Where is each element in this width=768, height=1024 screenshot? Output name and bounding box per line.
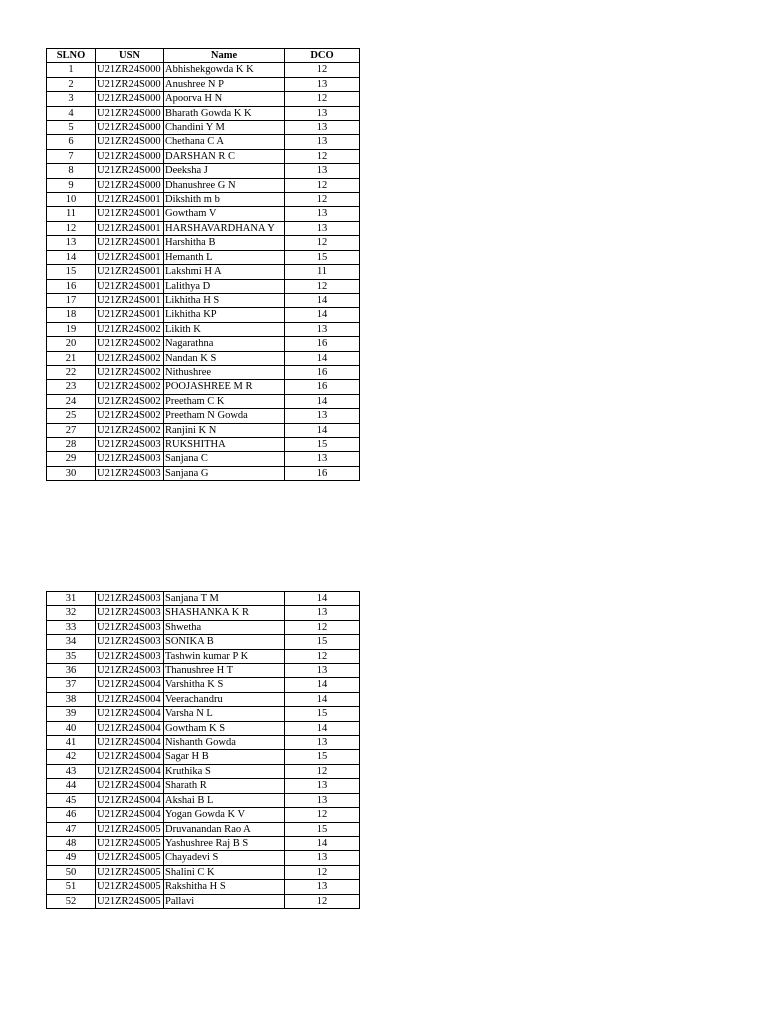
cell-slno: 47: [47, 822, 96, 836]
cell-usn: U21ZR24S001: [96, 221, 164, 235]
cell-usn: U21ZR24S000: [96, 121, 164, 135]
cell-name: Bharath Gowda K K: [164, 106, 285, 120]
table-row: [47, 793, 360, 807]
cell-name: Sanjana T M: [164, 592, 285, 606]
cell-slno: 12: [47, 221, 96, 235]
cell-name: Hemanth L: [164, 250, 285, 264]
table-row: [47, 606, 360, 620]
cell-dco: 13: [285, 221, 360, 235]
student-table-1: [46, 48, 360, 481]
table-row: [47, 836, 360, 850]
cell-usn: U21ZR24S003: [96, 606, 164, 620]
cell-slno: 29: [47, 452, 96, 466]
cell-dco: 12: [285, 649, 360, 663]
cell-slno: 2: [47, 77, 96, 91]
cell-slno: 14: [47, 250, 96, 264]
table-row: [47, 692, 360, 706]
cell-name: Veerachandru: [164, 692, 285, 706]
cell-usn: U21ZR24S000: [96, 149, 164, 163]
cell-name: POOJASHREE M R: [164, 380, 285, 394]
table-row: [47, 822, 360, 836]
cell-name: Likhitha H S: [164, 293, 285, 307]
table-row: [47, 77, 360, 91]
header-row: [47, 49, 360, 63]
cell-usn: U21ZR24S004: [96, 678, 164, 692]
table-row: [47, 265, 360, 279]
cell-slno: 21: [47, 351, 96, 365]
cell-usn: U21ZR24S003: [96, 649, 164, 663]
table-row: [47, 279, 360, 293]
cell-name: Lalithya D: [164, 279, 285, 293]
cell-dco: 16: [285, 380, 360, 394]
cell-usn: U21ZR24S004: [96, 793, 164, 807]
cell-dco: 13: [285, 779, 360, 793]
table-row: [47, 865, 360, 879]
cell-name: Sharath R: [164, 779, 285, 793]
cell-dco: 13: [285, 409, 360, 423]
table-row: [47, 207, 360, 221]
cell-dco: 13: [285, 77, 360, 91]
table-row: [47, 106, 360, 120]
cell-usn: U21ZR24S002: [96, 322, 164, 336]
cell-name: Likhitha KP: [164, 308, 285, 322]
cell-name: Sanjana G: [164, 466, 285, 480]
cell-slno: 25: [47, 409, 96, 423]
cell-slno: 38: [47, 692, 96, 706]
cell-usn: U21ZR24S000: [96, 135, 164, 149]
cell-usn: U21ZR24S002: [96, 337, 164, 351]
cell-name: Gowtham K S: [164, 721, 285, 735]
table-row: [47, 423, 360, 437]
cell-slno: 51: [47, 880, 96, 894]
cell-dco: 14: [285, 293, 360, 307]
cell-name: Kruthika S: [164, 764, 285, 778]
cell-usn: U21ZR24S004: [96, 764, 164, 778]
cell-usn: U21ZR24S002: [96, 380, 164, 394]
header-dco: DCO: [285, 49, 360, 63]
cell-name: Anushree N P: [164, 77, 285, 91]
cell-name: Yashushree Raj B S: [164, 836, 285, 850]
cell-slno: 46: [47, 808, 96, 822]
cell-name: Preetham C K: [164, 394, 285, 408]
cell-usn: U21ZR24S005: [96, 822, 164, 836]
cell-slno: 49: [47, 851, 96, 865]
cell-name: Deeksha J: [164, 164, 285, 178]
cell-usn: U21ZR24S004: [96, 692, 164, 706]
cell-usn: U21ZR24S001: [96, 207, 164, 221]
cell-dco: 12: [285, 279, 360, 293]
cell-usn: U21ZR24S001: [96, 250, 164, 264]
cell-dco: 15: [285, 750, 360, 764]
cell-name: Chandini Y M: [164, 121, 285, 135]
cell-usn: U21ZR24S004: [96, 808, 164, 822]
table-row: [47, 409, 360, 423]
cell-usn: U21ZR24S004: [96, 707, 164, 721]
cell-dco: 15: [285, 822, 360, 836]
cell-usn: U21ZR24S002: [96, 351, 164, 365]
cell-name: Druvanandan Rao A: [164, 822, 285, 836]
table-row: [47, 736, 360, 750]
table-row: [47, 149, 360, 163]
cell-usn: U21ZR24S005: [96, 880, 164, 894]
cell-name: Preetham N Gowda: [164, 409, 285, 423]
table-row: [47, 851, 360, 865]
cell-usn: U21ZR24S003: [96, 437, 164, 451]
cell-usn: U21ZR24S000: [96, 164, 164, 178]
cell-dco: 12: [285, 894, 360, 908]
table-row: [47, 63, 360, 77]
cell-slno: 3: [47, 92, 96, 106]
cell-usn: U21ZR24S003: [96, 620, 164, 634]
cell-dco: 15: [285, 707, 360, 721]
cell-slno: 19: [47, 322, 96, 336]
cell-slno: 9: [47, 178, 96, 192]
table-row: [47, 351, 360, 365]
cell-dco: 12: [285, 620, 360, 634]
cell-usn: U21ZR24S005: [96, 836, 164, 850]
table-row: [47, 380, 360, 394]
cell-name: Shwetha: [164, 620, 285, 634]
cell-usn: U21ZR24S000: [96, 178, 164, 192]
cell-name: Nithushree: [164, 365, 285, 379]
cell-slno: 32: [47, 606, 96, 620]
cell-name: Nagarathna: [164, 337, 285, 351]
cell-name: SONIKA B: [164, 635, 285, 649]
cell-dco: 14: [285, 692, 360, 706]
cell-name: Nishanth Gowda: [164, 736, 285, 750]
cell-usn: U21ZR24S000: [96, 63, 164, 77]
cell-slno: 10: [47, 193, 96, 207]
cell-slno: 11: [47, 207, 96, 221]
cell-slno: 24: [47, 394, 96, 408]
cell-slno: 31: [47, 592, 96, 606]
cell-slno: 48: [47, 836, 96, 850]
cell-name: DARSHAN R C: [164, 149, 285, 163]
header-usn: USN: [96, 49, 164, 63]
cell-slno: 16: [47, 279, 96, 293]
cell-slno: 23: [47, 380, 96, 394]
cell-dco: 13: [285, 207, 360, 221]
table-row: [47, 365, 360, 379]
cell-dco: 16: [285, 365, 360, 379]
cell-usn: U21ZR24S003: [96, 664, 164, 678]
cell-name: Yogan Gowda K V: [164, 808, 285, 822]
cell-usn: U21ZR24S004: [96, 736, 164, 750]
cell-name: Thanushree H T: [164, 664, 285, 678]
cell-slno: 22: [47, 365, 96, 379]
cell-dco: 14: [285, 592, 360, 606]
cell-slno: 39: [47, 707, 96, 721]
cell-name: Dikshith m b: [164, 193, 285, 207]
cell-name: Lakshmi H A: [164, 265, 285, 279]
cell-slno: 8: [47, 164, 96, 178]
header-slno: SLNO: [47, 49, 96, 63]
cell-slno: 42: [47, 750, 96, 764]
cell-usn: U21ZR24S003: [96, 452, 164, 466]
cell-dco: 12: [285, 808, 360, 822]
cell-dco: 14: [285, 308, 360, 322]
cell-usn: U21ZR24S002: [96, 423, 164, 437]
cell-name: Rakshitha H S: [164, 880, 285, 894]
cell-usn: U21ZR24S004: [96, 721, 164, 735]
table-row: [47, 779, 360, 793]
cell-slno: 45: [47, 793, 96, 807]
cell-dco: 11: [285, 265, 360, 279]
cell-dco: 12: [285, 865, 360, 879]
cell-slno: 1: [47, 63, 96, 77]
cell-dco: 13: [285, 322, 360, 336]
table-row: [47, 678, 360, 692]
cell-name: Pallavi: [164, 894, 285, 908]
table-row: [47, 293, 360, 307]
cell-slno: 20: [47, 337, 96, 351]
cell-dco: 14: [285, 836, 360, 850]
cell-name: Varsha N L: [164, 707, 285, 721]
cell-name: Gowtham V: [164, 207, 285, 221]
cell-slno: 40: [47, 721, 96, 735]
table-row: [47, 250, 360, 264]
cell-name: Ranjini K N: [164, 423, 285, 437]
cell-usn: U21ZR24S001: [96, 293, 164, 307]
cell-usn: U21ZR24S001: [96, 265, 164, 279]
table-row: [47, 135, 360, 149]
cell-dco: 12: [285, 149, 360, 163]
cell-slno: 37: [47, 678, 96, 692]
cell-slno: 13: [47, 236, 96, 250]
table-row: [47, 394, 360, 408]
table-row: [47, 721, 360, 735]
cell-dco: 12: [285, 178, 360, 192]
cell-usn: U21ZR24S004: [96, 779, 164, 793]
table-row: [47, 322, 360, 336]
cell-name: Abhishekgowda K K: [164, 63, 285, 77]
cell-dco: 12: [285, 764, 360, 778]
cell-name: HARSHAVARDHANA Y: [164, 221, 285, 235]
cell-usn: U21ZR24S001: [96, 236, 164, 250]
cell-slno: 6: [47, 135, 96, 149]
cell-slno: 28: [47, 437, 96, 451]
cell-slno: 50: [47, 865, 96, 879]
cell-slno: 52: [47, 894, 96, 908]
cell-usn: U21ZR24S000: [96, 92, 164, 106]
cell-dco: 13: [285, 736, 360, 750]
cell-dco: 14: [285, 394, 360, 408]
cell-name: Sagar H B: [164, 750, 285, 764]
cell-name: Harshitha B: [164, 236, 285, 250]
cell-slno: 5: [47, 121, 96, 135]
cell-slno: 35: [47, 649, 96, 663]
table-row: [47, 649, 360, 663]
table-row: [47, 164, 360, 178]
cell-name: RUKSHITHA: [164, 437, 285, 451]
cell-slno: 4: [47, 106, 96, 120]
cell-dco: 14: [285, 351, 360, 365]
cell-usn: U21ZR24S002: [96, 365, 164, 379]
cell-dco: 12: [285, 193, 360, 207]
table-row: [47, 452, 360, 466]
cell-dco: 15: [285, 250, 360, 264]
cell-usn: U21ZR24S003: [96, 466, 164, 480]
cell-name: SHASHANKA K R: [164, 606, 285, 620]
cell-dco: 14: [285, 423, 360, 437]
table-row: [47, 808, 360, 822]
table-row: [47, 635, 360, 649]
cell-slno: 34: [47, 635, 96, 649]
cell-dco: 13: [285, 452, 360, 466]
cell-slno: 27: [47, 423, 96, 437]
cell-name: Nandan K S: [164, 351, 285, 365]
cell-name: Varshitha K S: [164, 678, 285, 692]
student-table-2: [46, 591, 360, 909]
table-row: [47, 764, 360, 778]
cell-dco: 15: [285, 437, 360, 451]
cell-usn: U21ZR24S000: [96, 77, 164, 91]
cell-slno: 17: [47, 293, 96, 307]
cell-usn: U21ZR24S002: [96, 394, 164, 408]
cell-usn: U21ZR24S001: [96, 193, 164, 207]
table-body-1: [47, 63, 360, 481]
table-row: [47, 707, 360, 721]
table-row: [47, 592, 360, 606]
cell-usn: U21ZR24S005: [96, 865, 164, 879]
cell-slno: 44: [47, 779, 96, 793]
cell-name: Tashwin kumar P K: [164, 649, 285, 663]
cell-usn: U21ZR24S002: [96, 409, 164, 423]
cell-usn: U21ZR24S003: [96, 635, 164, 649]
cell-dco: 13: [285, 664, 360, 678]
cell-slno: 36: [47, 664, 96, 678]
cell-dco: 12: [285, 63, 360, 77]
cell-usn: U21ZR24S000: [96, 106, 164, 120]
cell-dco: 13: [285, 135, 360, 149]
cell-dco: 13: [285, 106, 360, 120]
cell-name: Chethana C A: [164, 135, 285, 149]
cell-name: Apoorva H N: [164, 92, 285, 106]
cell-slno: 41: [47, 736, 96, 750]
cell-name: Dhanushree G N: [164, 178, 285, 192]
cell-dco: 13: [285, 121, 360, 135]
cell-usn: U21ZR24S001: [96, 279, 164, 293]
cell-slno: 30: [47, 466, 96, 480]
cell-dco: 13: [285, 606, 360, 620]
cell-name: Shalini C K: [164, 865, 285, 879]
table-row: [47, 437, 360, 451]
table-row: [47, 664, 360, 678]
table-row: [47, 178, 360, 192]
table-row: [47, 466, 360, 480]
cell-name: Akshai B L: [164, 793, 285, 807]
cell-usn: U21ZR24S003: [96, 592, 164, 606]
cell-slno: 18: [47, 308, 96, 322]
cell-dco: 13: [285, 851, 360, 865]
table-row: [47, 236, 360, 250]
table-row: [47, 894, 360, 908]
cell-slno: 43: [47, 764, 96, 778]
cell-name: Chayadevi S: [164, 851, 285, 865]
cell-dco: 13: [285, 793, 360, 807]
cell-name: Likith K: [164, 322, 285, 336]
table-row: [47, 880, 360, 894]
cell-slno: 7: [47, 149, 96, 163]
cell-dco: 12: [285, 236, 360, 250]
cell-slno: 15: [47, 265, 96, 279]
table-row: [47, 221, 360, 235]
cell-dco: 16: [285, 466, 360, 480]
cell-dco: 15: [285, 635, 360, 649]
table-row: [47, 193, 360, 207]
cell-dco: 12: [285, 92, 360, 106]
cell-usn: U21ZR24S004: [96, 750, 164, 764]
cell-usn: U21ZR24S001: [96, 308, 164, 322]
cell-dco: 16: [285, 337, 360, 351]
table-row: [47, 620, 360, 634]
cell-dco: 14: [285, 678, 360, 692]
header-name: Name: [164, 49, 285, 63]
cell-usn: U21ZR24S005: [96, 851, 164, 865]
cell-dco: 14: [285, 721, 360, 735]
table-row: [47, 121, 360, 135]
table-row: [47, 92, 360, 106]
cell-slno: 33: [47, 620, 96, 634]
cell-dco: 13: [285, 880, 360, 894]
cell-name: Sanjana C: [164, 452, 285, 466]
table-row: [47, 308, 360, 322]
cell-usn: U21ZR24S005: [96, 894, 164, 908]
table-row: [47, 750, 360, 764]
cell-dco: 13: [285, 164, 360, 178]
table-row: [47, 337, 360, 351]
table-body-2: [47, 592, 360, 909]
